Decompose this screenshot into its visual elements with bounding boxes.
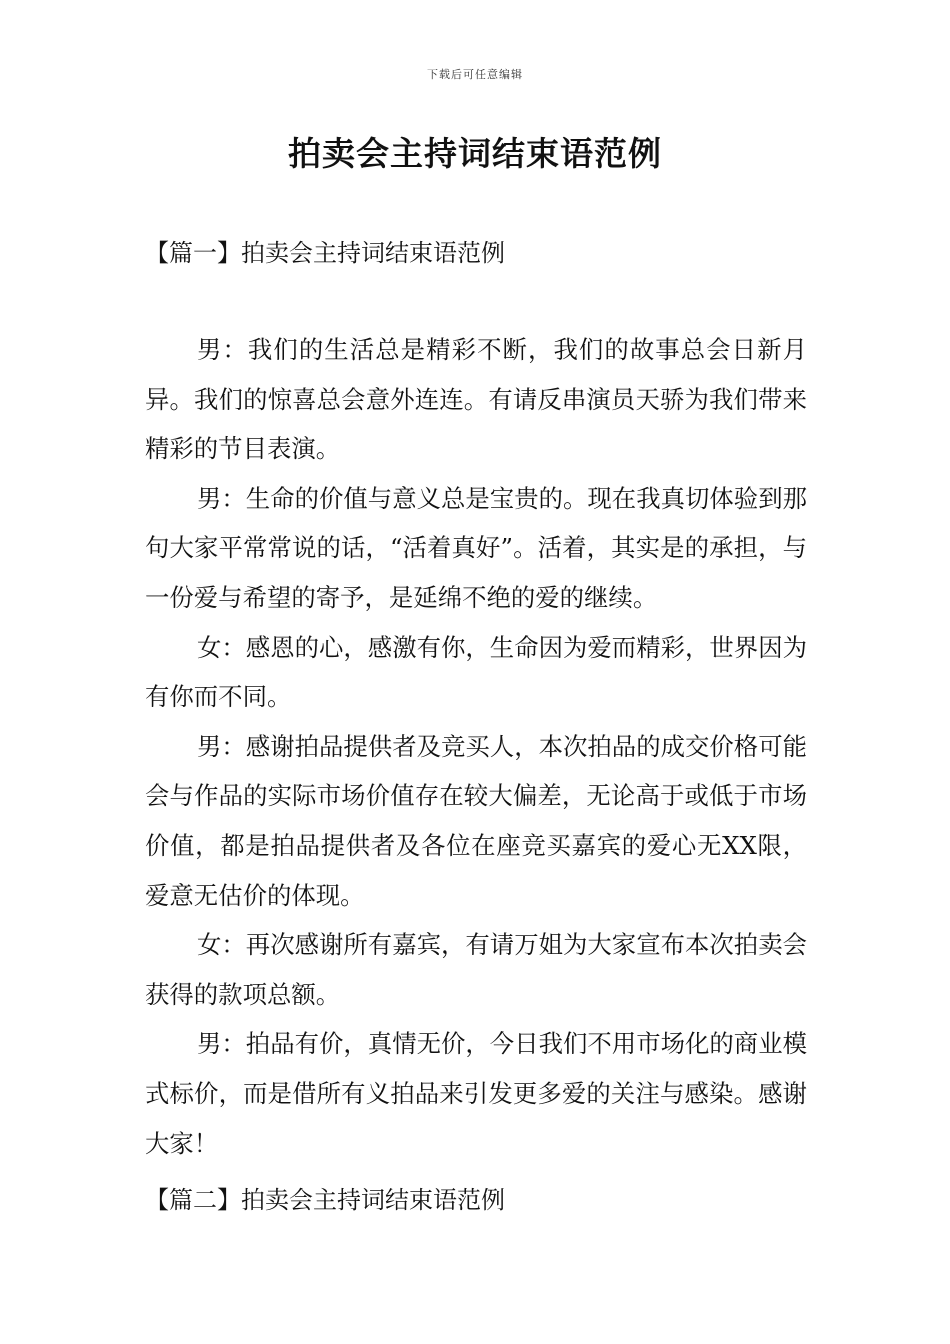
document-title: 拍卖会主持词结束语范例 <box>288 134 662 173</box>
header-note: 下载后可任意编辑 <box>427 68 523 81</box>
paragraph-5: 女：再次感谢所有嘉宾，有请万姐为大家宣布本次拍卖会获得的款项总额。 <box>145 930 807 1009</box>
paragraph-4: 男：感谢拍品提供者及竞买人，本次拍品的成交价格可能会与作品的实际市场价值存在较大偏差，无论高于或低于市场价值，都是拍品提供者及各位在座竞买嘉宾的爱心无XX限，爱意无估价的体现。 <box>145 731 807 910</box>
section-heading-1: 【篇一】拍卖会主持词结束语范例 <box>145 239 505 267</box>
paragraph-6: 男：拍品有价，真情无价，今日我们不用市场化的商业模式标价，而是借所有义拍品来引发更多爱的关注与感染。感谢大家！ <box>145 1029 807 1158</box>
section-heading-2: 【篇二】拍卖会主持词结束语范例 <box>145 1186 505 1214</box>
paragraph-3: 女：感恩的心，感激有你，生命因为爱而精彩，世界因为有你而不同。 <box>145 632 807 712</box>
section-1-body <box>145 325 807 1168</box>
paragraph-1: 男：我们的生活总是精彩不断，我们的故事总会日新月异。我们的惊喜总会意外连连。有请反串演员天骄为我们带来精彩的节目表演。 <box>145 335 807 464</box>
paragraph-2: 男：生命的价值与意义总是宝贵的。现在我真切体验到那句大家平常常说的话，“活着真好”。活着，其实是的承担，与一份爱与希望的寄予，是延绵不绝的爱的继续。 <box>145 483 807 612</box>
